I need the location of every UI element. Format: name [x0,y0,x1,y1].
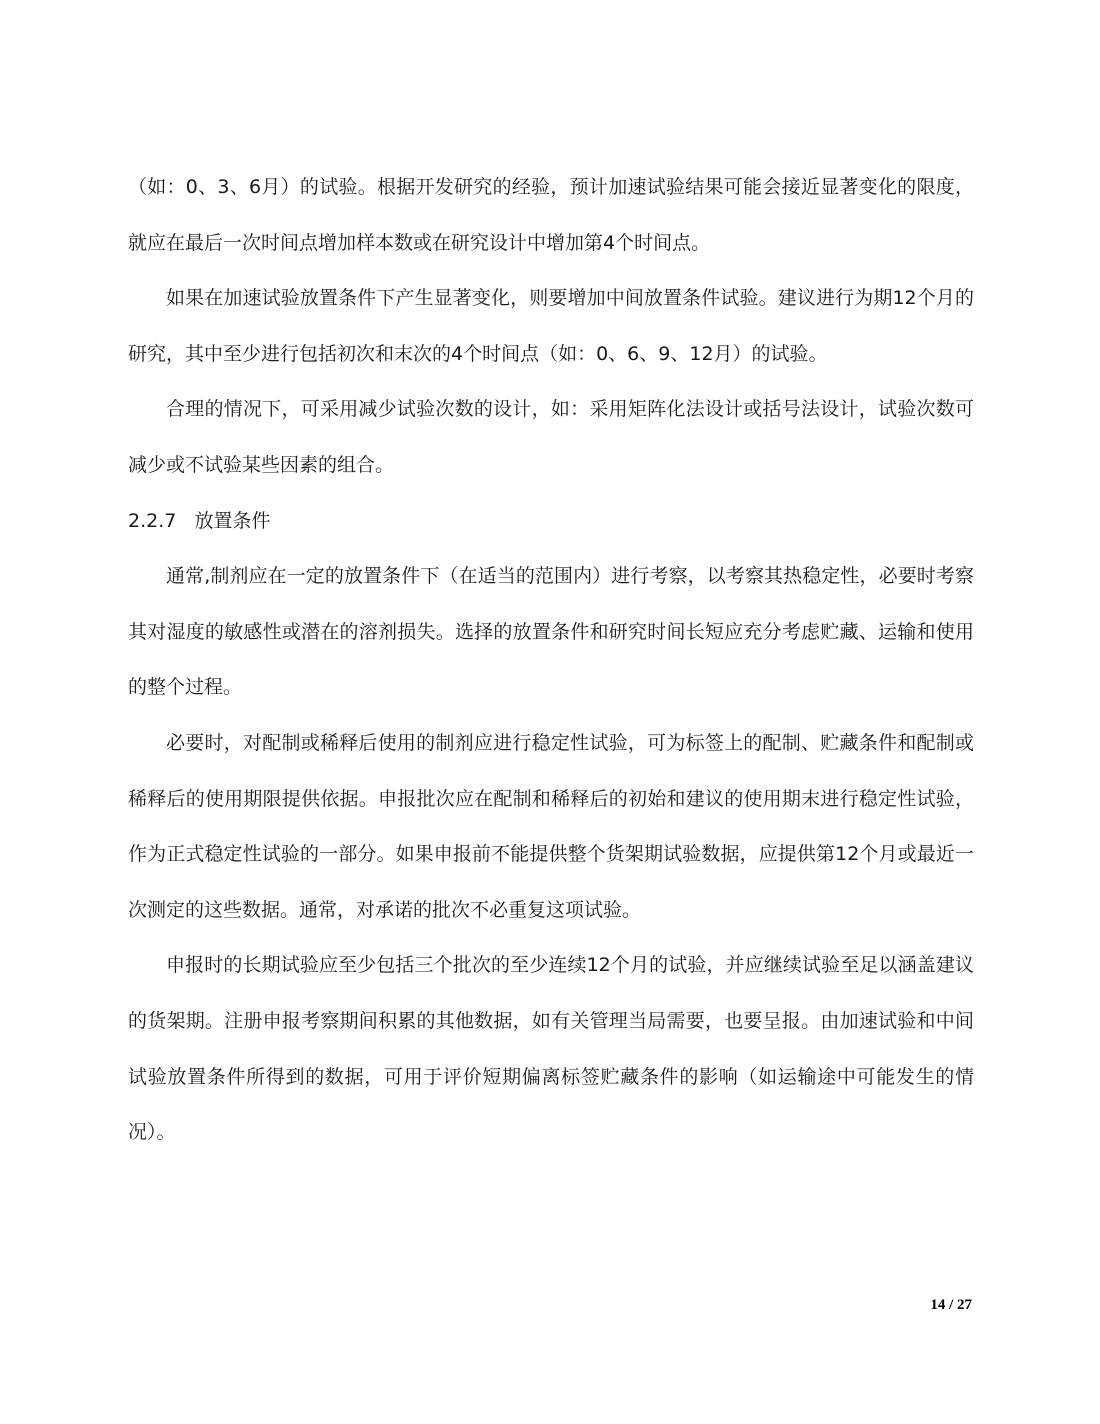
paragraph-6: 申报时的长期试验应至少包括三个批次的至少连续12个月的试验，并应继续试验至足以涵盖建议的货架期。注册申报考察期间积累的其他数据，如有关管理当局需要，也要呈报。由加速试验和中间试验放置条件所得到的数据，可用于评价短期偏离标签贮藏条件的影响（如运输途中可能发生的情况）。 [128,954,974,1144]
paragraph-5: 必要时，对配制或稀释后使用的制剂应进行稳定性试验，可为标签上的配制、贮藏条件和配制或稀释后的使用期限提供依据。申报批次应在配制和稀释后的初始和建议的使用期末进行稳定性试验，作为正式稳定性试验的一部分。如果申报前不能提供整个货架期试验数据，应提供第12个月或最近一次测定的这些数据。通常，对承诺的批次不必重复这项试验。 [128,731,974,921]
section-number: 2.2.7 [128,509,177,532]
section-heading [128,494,974,550]
paragraph-2: 如果在加速试验放置条件下产生显著变化，则要增加中间放置条件试验。建议进行为期12个月的研究，其中至少进行包括初次和末次的4个时间点（如：0、6、9、12月）的试验。 [128,287,974,365]
paragraph-1: （如：0、3、6月）的试验。根据开发研究的经验，预计加速试验结果可能会接近显著变化的限度，就应在最后一次时间点增加样本数或在研究设计中增加第4个时间点。 [128,176,974,254]
paragraph-4: 通常,制剂应在一定的放置条件下（在适当的范围内）进行考察，以考察其热稳定性，必要时考察其对湿度的敏感性或潜在的溶剂损失。选择的放置条件和研究时间长短应充分考虑贮藏、运输和使用的整个过程。 [128,565,974,699]
paragraph-3: 合理的情况下，可采用减少试验次数的设计，如：采用矩阵化法设计或括号法设计，试验次数可减少或不试验某些因素的组合。 [128,398,974,476]
section-title: 放置条件 [194,509,271,532]
document-body [128,160,974,1161]
page-number: 14 / 27 [930,1297,972,1313]
